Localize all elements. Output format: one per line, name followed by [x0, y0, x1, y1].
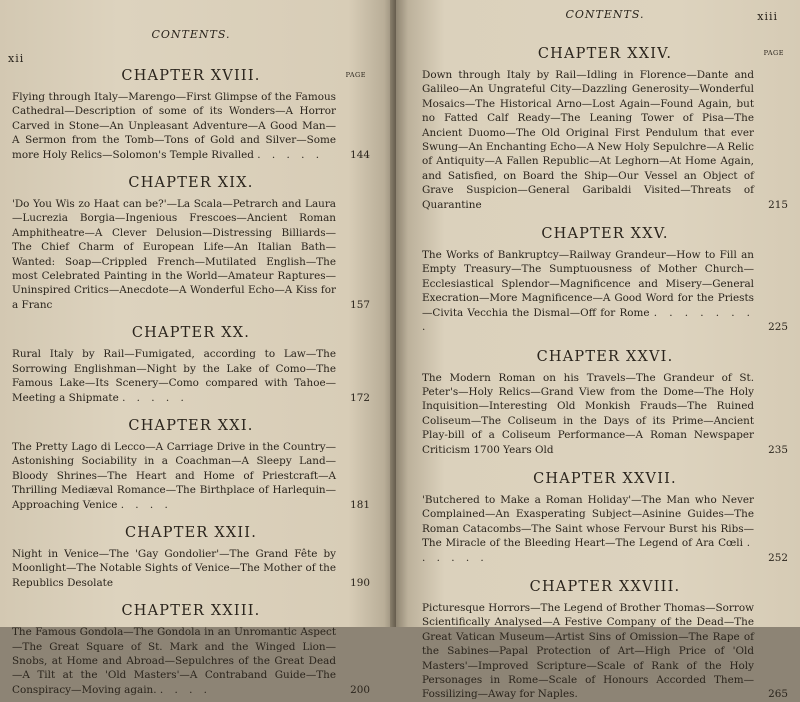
chapter-page: 144	[350, 148, 370, 161]
page-number: xiii	[757, 10, 778, 23]
chapter-heading: CHAPTER XXV.	[541, 226, 669, 243]
chapter-summary	[12, 197, 370, 312]
chapter-page: 200	[350, 683, 370, 696]
chapter-page: 235	[768, 443, 788, 456]
chapter-summary-text: Flying through Italy—Marengo—First Glimpse of the Famous Cathedral—Description of some of its Wonders—A Horror Carved in Stone—An Unpleasant Adventure—A Good Man—A Sermon from the Tomb—Tons of Gold and Silver—Some more Holy Relics—Solomon's Temple Rivalled	[12, 91, 336, 161]
chapter-summary	[422, 371, 788, 457]
chapter-heading: CHAPTER XXII.	[124, 524, 258, 541]
chapter-entry	[422, 349, 788, 457]
chapter-page: 157	[350, 298, 370, 311]
chapter-summary	[422, 68, 788, 212]
chapter-heading: CHAPTER XX.	[131, 325, 251, 342]
chapter-heading: CHAPTER XVIII.	[121, 68, 261, 84]
chapter-summary: The Works of Bankruptcy—Railway Grandeur—How to Fill an Empty Treasury—The Sumptuousness of Mother Church—Ecclesiastical Splendor—Magnificence and Misery—General Execration—More Magnificence—A Good Word for the Priests—Civita Vecchia the Dismal—Off for Rome . . . . . . . . 225	[422, 249, 788, 334]
chapter-heading: CHAPTER XIX.	[128, 175, 254, 192]
chapter-page: 190	[350, 576, 370, 589]
right-page	[396, 0, 800, 701]
chapter-entry	[422, 579, 788, 702]
chapter-summary	[12, 547, 370, 590]
chapter-summary-text: 'Do You Wis zo Haat can be?'—La Scala—Petrarch and Laura—Lucrezia Borgia—Ingenious Frescoes—Ancient Roman Amphitheatre—A Clever Delusion—Distressing Billiards—The Chief Charm of European Life—An Italian Bath—Wanted: Soap—Crippled French—Mutilated English—The most Celebrated Painting in the World—Amateur Raptures—Uninspired Critics—Anecdote—A Wonderful Echo—A Kiss for a Franc	[12, 198, 336, 311]
chapter-heading: CHAPTER XXVII.	[533, 470, 677, 487]
chapter-entry	[422, 226, 788, 334]
running-header	[8, 28, 370, 65]
page-column-label: PAGE	[763, 49, 784, 57]
chapter-summary-text: The Famous Gondola—The Gondola in an Unromantic Aspect—The Great Square of St. Mark and the Winged Lion—Snobs, at Home and Abroad—Sepulchres of the Great Dead—A Tilt at the 'Old Masters'—A Contraband Guide—The Conspiracy—Moving again.	[12, 626, 336, 696]
page-column-label: PAGE	[345, 71, 366, 79]
chapter-summary-text: Picturesque Horrors—The Legend of Brother Thomas—Sorrow Scientifically Analysed—A Festive Company of the Dead—The Great Vatican Museum—Artist Sins of Omission—The Rape of the Sabines—Papal Protection of Art—High Price of 'Old Masters'—Improved Scripture—Scale of Rank of the Holy Personages in Rome—Scale of Honours Accorded Them—Fossilizing—Away for Naples.	[422, 601, 754, 701]
chapter-page: 215	[768, 198, 788, 211]
chapter-entry	[422, 46, 788, 212]
running-title: CONTENTS.	[151, 28, 231, 41]
chapter-summary-text: Night in Venice—The 'Gay Gondolier'—The Grand Fête by Moonlight—The Notable Sights of Venice—The Mother of the Republics Desolate	[12, 547, 336, 589]
chapter-heading: CHAPTER XXVIII.	[529, 578, 681, 595]
chapter-summary-text: Rural Italy by Rail—Fumigated, according to Law—The Sorrowing Englishman—Night by the Lake of Como—The Famous Lake—Its Scenery—Como compared with Tahoe—Meeting a Shipmate	[12, 348, 336, 404]
page-number: xii	[8, 52, 25, 65]
chapter-entry	[12, 175, 370, 312]
chapter-heading: CHAPTER XXIII.	[121, 603, 261, 620]
chapter-summary-text: The Modern Roman on his Travels—The Grandeur of St. Peter's—Holy Relics—Grand View from the Dome—The Holy Inquisition—Interesting Old Monkish Frauds—The Ruined Coliseum—The Coliseum in the Days of its Prime—Ancient Play-bill of a Coliseum Performance—A Roman Newspaper Criticism 1700 Years Old	[422, 371, 754, 456]
chapter-summary	[422, 601, 788, 702]
left-page	[0, 0, 396, 696]
running-header	[422, 8, 788, 36]
chapter-entry	[12, 525, 370, 590]
chapter-summary-text: The Works of Bankruptcy—Railway Grandeur—How to Fill an Empty Treasury—The Sumptuousness of Mother Church—Ecclesiastical Splendor—Magnificence and Misery—General Execration—More Magnificence—A Good Word for the Priests—Civita Vecchia the Dismal—Off for Rome	[422, 249, 754, 319]
chapter-page: 225	[768, 321, 788, 334]
running-title: CONTENTS.	[565, 8, 645, 21]
chapter-summary: Rural Italy by Rail—Fumigated, according to Law—The Sorrowing Englishman—Night by the Lake of Como—The Famous Lake—Its Scenery—Como compared with Tahoe—Meeting a Shipmate . . . . . 172	[12, 348, 370, 404]
chapter-page: 252	[768, 551, 788, 564]
chapter-summary: 'Butchered to Make a Roman Holiday'—The Man who Never Complained—An Exasperating Subject—Asinine Guides—The Roman Catacombs—The Saint whose Fervour Burst his Ribs—The Miracle of the Bleeding Heart—The Legend of Ara Cœli . . . . . . 252	[422, 493, 788, 564]
chapter-heading: CHAPTER XXVI.	[536, 348, 674, 365]
chapter-page: 265	[768, 688, 788, 701]
chapter-page: 181	[350, 498, 370, 511]
chapter-entry	[12, 325, 370, 405]
chapter-page: 172	[350, 391, 370, 404]
chapter-summary-text: Down through Italy by Rail—Idling in Florence—Dante and Galileo—An Ungrateful City—Dazzling Generosity—Wonderful Mosaics—The Historical Arno—Lost Again—Found Again, but no Fatted Calf Ready—The Leaning Tower of Pisa—The Ancient Duomo—The Old Original First Pendulum that ever Swung—An Enchanting Echo—A New Holy Sepulchre—A Relic of Antiquity—A Fallen Republic—At Leghorn—At Home Again, and Satisfied, on Board the Ship—Our Vessel an Object of Grave Suspicion—General Garibaldi Visited—Threats of Quarantine	[422, 69, 754, 211]
chapter-entry	[12, 68, 370, 162]
chapter-entry	[12, 603, 370, 697]
chapter-heading: CHAPTER XXIV.	[537, 46, 673, 62]
chapter-summary: The Pretty Lago di Lecco—A Carriage Drive in the Country—Astonishing Sociability in a Coachman—A Sleepy Land—Bloody Shrines—The Heart and Home of Priestcraft—A Thrilling Mediæval Romance—The Birthplace of Harlequin—Approaching Venice . . . . 181	[12, 440, 370, 511]
chapter-entry	[12, 418, 370, 512]
chapter-summary: The Famous Gondola—The Gondola in an Unromantic Aspect—The Great Square of St. Mark and the Winged Lion—Snobs, at Home and Abroad—Sepulchres of the Great Dead—A Tilt at the 'Old Masters'—A Contraband Guide—The Conspiracy—Moving again. . . . . 200	[12, 626, 370, 696]
chapter-summary-text: The Pretty Lago di Lecco—A Carriage Drive in the Country—Astonishing Sociability in a Coachman—A Sleepy Land—Bloody Shrines—The Heart and Home of Priestcraft—A Thrilling Mediæval Romance—The Birthplace of Harlequin—Approaching Venice	[12, 440, 336, 511]
chapter-entry	[422, 471, 788, 565]
chapter-summary: Flying through Italy—Marengo—First Glimpse of the Famous Cathedral—Description of some of its Wonders—A Horror Carved in Stone—An Unpleasant Adventure—A Good Man—A Sermon from the Tomb—Tons of Gold and Silver—Some more Holy Relics—Solomon's Temple Rivalled . . . . . 144	[12, 91, 370, 161]
chapter-summary-text: 'Butchered to Make a Roman Holiday'—The Man who Never Complained—An Exasperating Subject—Asinine Guides—The Roman Catacombs—The Saint whose Fervour Burst his Ribs—The Miracle of the Bleeding Heart—The Legend of Ara Cœli	[422, 493, 754, 550]
chapter-heading: CHAPTER XXI.	[128, 417, 254, 434]
